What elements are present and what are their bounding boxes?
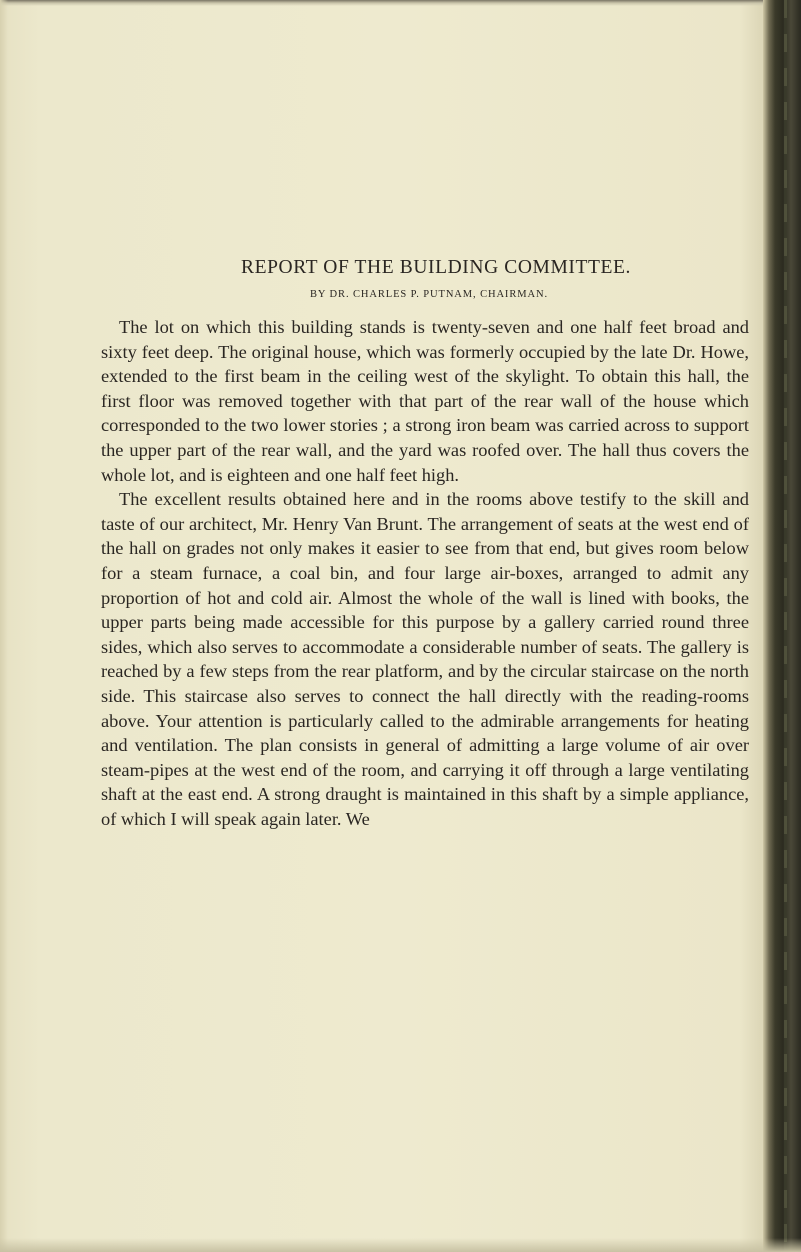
page-left-edge — [0, 0, 8, 1252]
paragraph-1: The lot on which this building stands is twenty-seven and one half feet broad and sixty feet deep. The original house, which was formerly occupied by the late Dr. Howe, extended to the first beam in the ceiling west of the skylight. To obtain this hall, the first floor was removed together with that part of the rear wall of the house which corresponded to the two lower stories ; a strong iron beam was carried across to support the upper part of the rear wall, and the yard was roofed over. The hall thus covers the whole lot, and is eighteen and one half feet high. — [101, 317, 749, 485]
paragraph-2: The excellent results obtained here and in the rooms above testify to the skill and taste of our architect, Mr. Henry Van Brunt. The arrangement of seats at the west end of the hall on grades not only makes it easier to see from that end, but gives room below for a steam furnace, a coal bin, and four large air-boxes, arranged to admit any proportion of hot and cold air. Almost the whole of the wall is lined with books, the upper parts being made accessible for this purpose by a gallery carried round three sides, which also serves to accommodate a considerable number of seats. The gallery is reached by a few steps from the rear platform, and by the circular staircase on the north side. This staircase also serves to connect the hall directly with the reading-rooms above. Your attention is particularly called to the admirable arrangements for heating and ventilation. The plan consists in general of admitting a large volume of air over steam-pipes at the west end of the room, and carrying it off through a large ventilating shaft at the east end. A strong draught is maintained in this shaft by a simple appliance, of which I will speak again later. We — [101, 489, 749, 829]
page-top-edge — [0, 0, 801, 6]
binding-stitching — [784, 0, 787, 1252]
page-bottom-edge — [0, 1238, 801, 1252]
report-byline: BY DR. CHARLES P. PUTNAM, CHAIRMAN. — [310, 289, 548, 300]
report-heading: REPORT OF THE BUILDING COMMITTEE. — [240, 257, 632, 278]
page-content — [101, 257, 749, 831]
book-binding — [763, 0, 801, 1252]
report-body — [101, 315, 749, 831]
